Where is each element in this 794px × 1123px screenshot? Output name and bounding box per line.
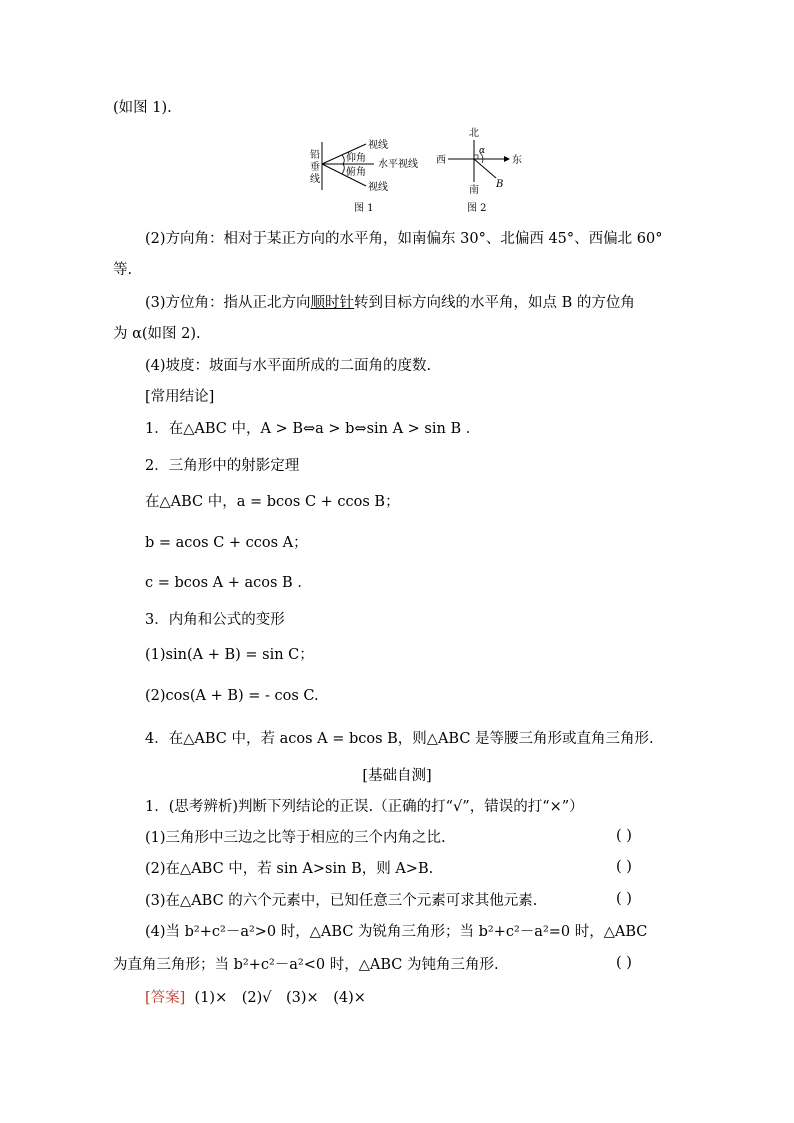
- vertical-char-3: 线: [310, 174, 320, 185]
- answer-label: [答案]: [145, 990, 186, 1006]
- conclusion-1: 1．在△ABC 中，A > B⇔a > b⇔sin A > sin B ．: [145, 421, 481, 437]
- alpha-label: α: [479, 146, 486, 156]
- answer-blank-3: ( ): [616, 891, 632, 907]
- conclusions-header: [常用结论]: [145, 389, 215, 405]
- clockwise-underlined: 顺时针: [310, 295, 355, 311]
- figure-1-caption: 图 1: [354, 203, 374, 214]
- figure-2-caption: 图 2: [467, 203, 487, 214]
- south-label: 南: [469, 185, 479, 196]
- elevation-label: 仰角: [346, 153, 366, 164]
- sight-line-up-label: 视线: [368, 140, 388, 151]
- point-b-label: B: [496, 179, 504, 190]
- bearing-line-2: 为 α(如图 2).: [113, 326, 201, 342]
- vertical-char-1: 铅: [310, 150, 320, 161]
- vertical-char-2: 垂: [310, 162, 320, 173]
- horizontal-sight-label: 水平视线: [378, 159, 418, 170]
- conclusion-2-line-3: c = bcos A + acos B ．: [145, 575, 312, 591]
- question-1-item-4-line-1: (4)当 b²+c²－a²>0 时，△ABC 为锐角三角形；当 b²+c²－a²=0 时，△ABC: [145, 924, 648, 940]
- question-1: 1．(思考辨析)判断下列结论的正误.（正确的打“√”，错误的打“×”）: [145, 799, 584, 815]
- bearing-line-1: (3)方位角：指从正北方向顺时针转到目标方向线的水平角，如点 B 的方位角: [145, 295, 635, 311]
- conclusion-2-line-1: 在△ABC 中，a = bcos C + ccos B；: [145, 494, 400, 510]
- conclusion-4: 4．在△ABC 中，若 acos A = bcos B，则△ABC 是等腰三角形或直角三角形.: [145, 731, 654, 747]
- answer-blank-2: ( ): [616, 859, 632, 875]
- figure-1-elevation-depression: [302, 134, 442, 216]
- slope-line: (4)坡度：坡面与水平面所成的二面角的度数.: [145, 358, 432, 374]
- answer-text: (1)× (2)√ (3)× (4)×: [194, 990, 366, 1006]
- answer-blank-4: ( ): [616, 955, 632, 971]
- direction-angle-line-2: 等.: [113, 262, 133, 278]
- sight-line-down-label: 视线: [368, 182, 388, 193]
- question-1-item-4-line-2: 为直角三角形；当 b²+c²－a²<0 时，△ABC 为钝角三角形.: [113, 957, 499, 973]
- intro-line: (如图 1).: [113, 100, 172, 116]
- question-1-item-2: (2)在△ABC 中，若 sin A>sin B，则 A>B.: [145, 861, 434, 877]
- east-label: 东: [512, 155, 522, 166]
- answer-blank-1: ( ): [616, 828, 632, 844]
- figure-2-bearing: [434, 126, 524, 216]
- depression-label: 俯角: [346, 167, 366, 178]
- conclusion-2-title: 2．三角形中的射影定理: [145, 458, 300, 474]
- direction-angle-line-1: (2)方向角：相对于某正方向的水平角，如南偏东 30°、北偏西 45°、西偏北 60°: [145, 231, 663, 247]
- conclusion-2-line-2: b = acos C + ccos A；: [145, 535, 308, 551]
- conclusion-3-line-1: (1)sin(A + B) = sin C；: [145, 647, 314, 663]
- conclusion-3-line-2: (2)cos(A + B) = - cos C.: [145, 688, 319, 704]
- west-label: 西: [436, 155, 446, 166]
- question-1-item-1: (1)三角形中三边之比等于相应的三个内角之比.: [145, 830, 446, 846]
- answer-line: [145, 988, 366, 1008]
- north-label: 北: [469, 128, 479, 139]
- self-test-header: [基础自测]: [362, 768, 432, 784]
- question-1-item-3: (3)在△ABC 的六个元素中，已知任意三个元素可求其他元素.: [145, 893, 538, 909]
- conclusion-3-title: 3．内角和公式的变形: [145, 612, 285, 628]
